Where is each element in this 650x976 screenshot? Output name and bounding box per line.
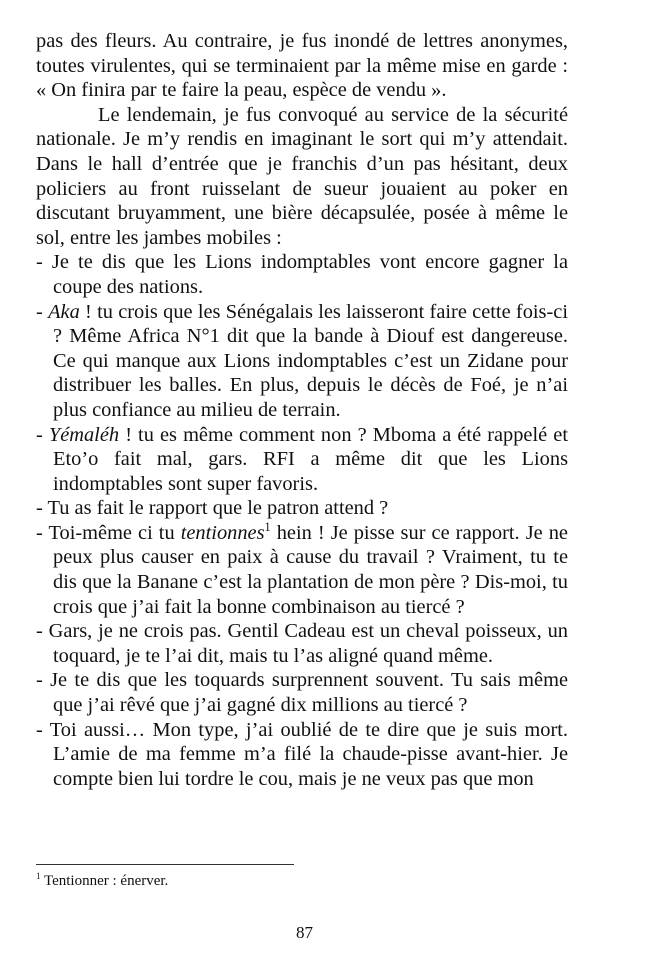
footnote-reference: 1	[264, 520, 271, 535]
italic-word: tentionnes	[180, 521, 265, 544]
italic-word: Aka	[48, 300, 80, 323]
dialogue-line: - Je te dis que les Lions indomptables vont encore gagner la coupe des nations.	[36, 251, 568, 298]
footnote-marker: 1	[36, 871, 41, 881]
dialogue-line: - Aka ! tu crois que les Sénégalais les laisseront faire cette fois-ci ? Même Africa N°1 dit que la bande à Diouf est dangereuse. Ce qui manque aux Lions indomptables c’est un Zidane pour distribuer les balles. En plus, depuis le décès de Foé, je n’ai plus confiance au milieu de terrain.	[36, 300, 568, 421]
dialogue-line: - Gars, je ne crois pas. Gentil Cadeau est un cheval poisseux, un toquard, je te l’ai dit, mais tu l’as aligné quand même.	[36, 620, 568, 667]
body-text	[36, 29, 568, 791]
italic-word: Yémaléh	[48, 423, 120, 446]
dialogue-line: - Je te dis que les toquards surprennent souvent. Tu sais même que j’ai rêvé que j’ai gagné dix millions au tiercé ?	[36, 669, 568, 717]
footnote	[36, 872, 168, 890]
footnote-text: Tentionner : énerver.	[40, 873, 169, 889]
page-number: 87	[296, 923, 313, 942]
paragraph-narration: Le lendemain, je fus convoqué au service de la sécurité nationale. Je m’y rendis en imaginant le sort qui m’y attendait. Dans le hall d’entrée que je franchis d’un pas hésitant, deux policiers au front ruisselant de sueur jouaient au poker en discutant bruyamment, une bière décapsulée, posée à même le sol, entre les jambes mobiles :	[36, 103, 568, 249]
dialogue-line: - Toi aussi… Mon type, j’ai oublié de te dire que je suis mort. L’amie de ma femme m’a filé la chaude-pisse avant-hier. Je compte bien lui tordre le cou, mais je ne veux pas que mon	[36, 718, 568, 790]
footnote-divider	[36, 864, 294, 865]
paragraph-continuation: pas des fleurs. Au contraire, je fus inondé de lettres anonymes, toutes virulentes, qui se terminaient par la même mise en garde : « On finira par te faire la peau, espèce de vendu ».	[36, 30, 568, 102]
dialogue-line: - Tu as fait le rapport que le patron attend ?	[36, 497, 389, 520]
dialogue-line: - Toi-même ci tu tentionnes$^1$ hein ! Je pisse sur ce rapport. Je ne peux plus causer en paix à cause du travail ? Vraiment, tu te dis que la Banane c’est la plantation de mon père ? Dis-moi, tu crois que j’ai fait la bonne combinaison au tiercé ?	[36, 520, 568, 618]
dialogue-line: - Yémaléh ! tu es même comment non ? Mboma a été rappelé et Eto’o fait mal, gars. RFI a même dit que les Lions indomptables sont super favoris.	[36, 423, 568, 495]
